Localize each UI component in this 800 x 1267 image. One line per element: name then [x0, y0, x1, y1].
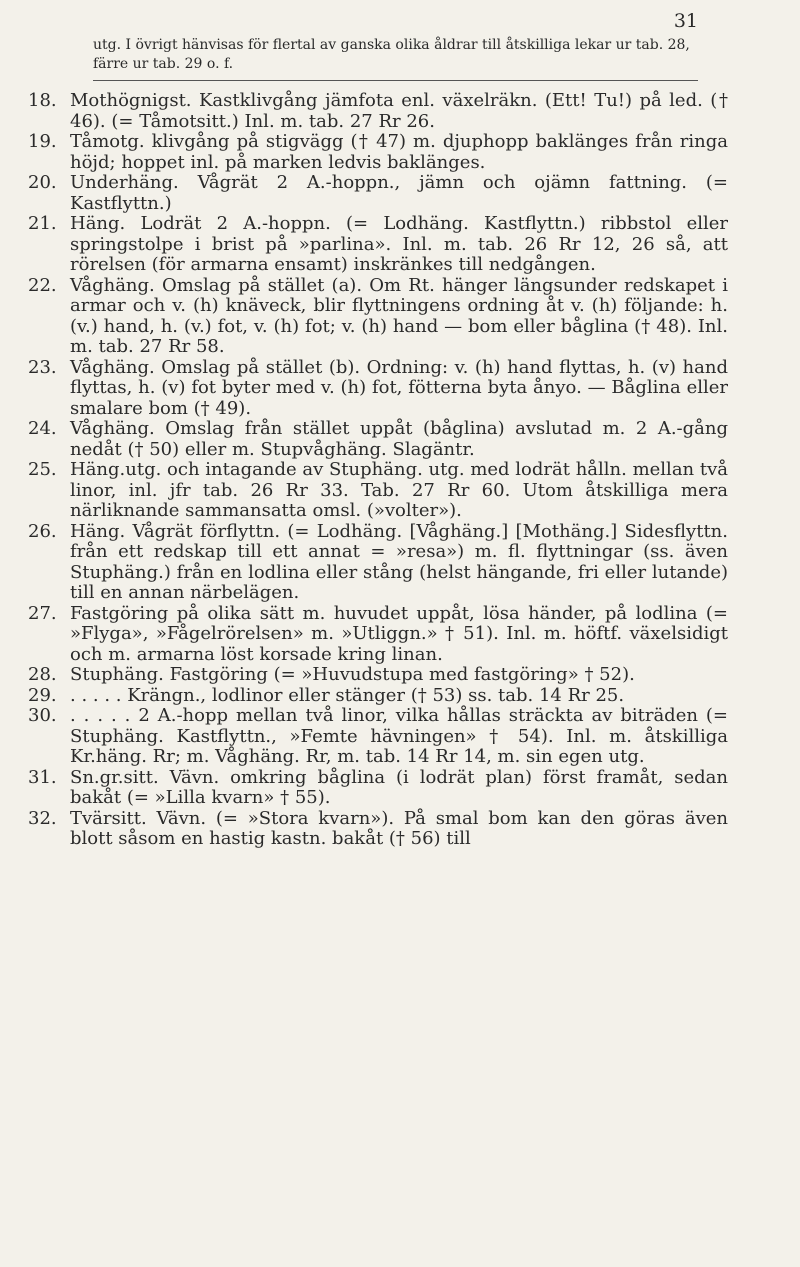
- entry-text: Häng. Lodrät 2 A.-hoppn. (= Lodhäng. Kastflyttn.) ribbstol eller springstolpe i brist på »parlina». Inl. m. tab. 26 Rr 12, 26 så, att rörelsen (för armarna ensamt) inskränkes till nedgången.: [70, 213, 728, 275]
- entry-text: Våghäng. Omslag från stället uppåt (båglina) avslutad m. 2 A.-gång nedåt († 50) eller m. Stupvåghäng. Slagäntr.: [70, 418, 728, 460]
- list-item: [28, 686, 728, 707]
- header-note: utg. I övrigt hänvisas för flertal av ganska olika åldrar till åtskilliga lekar ur tab. 28, färre ur tab. 29 o. f.: [93, 36, 698, 81]
- entry-number: 29.: [28, 684, 57, 706]
- list-item: [28, 809, 728, 850]
- list-item: [28, 604, 728, 666]
- entry-text: Sn.gr.sitt. Vävn. omkring båglina (i lodrät plan) först framåt, sedan bakåt (= »Lilla kvarn» † 55).: [70, 766, 728, 808]
- entry-text: Våghäng. Omslag på stället (b). Ordning: v. (h) hand flyttas, h. (v) hand flyttas, h. (v) fot byter med v. (h) fot, fötterna byta ånyo. — Båglina eller smalare bom († 49).: [70, 356, 728, 419]
- entry-text: Våghäng. Omslag på stället (a). Om Rt. hänger längsunder redskapet i armar och v. (h) knäveck, blir flyttningens ordning åt v. (h) följande: h. (v.) hand, h. (v.) fot, v. (h) fot; v. (h) hand — bom eller båglina († 48). Inl. m. tab. 27 Rr 58.: [70, 274, 728, 357]
- entry-list: [28, 91, 728, 850]
- entry-text: Underhäng. Vågrät 2 A.-hoppn., jämn och ojämn fattning. (= Kastflyttn.): [70, 172, 728, 214]
- entry-number: 19.: [28, 131, 57, 152]
- entry-number: 20.: [28, 172, 57, 193]
- list-item: [28, 419, 728, 460]
- list-item: [28, 214, 728, 276]
- list-item: [28, 460, 728, 522]
- entry-number: 31.: [28, 766, 57, 788]
- entry-number: 18.: [28, 90, 57, 111]
- entry-text: . . . . . Krängn., lodlinor eller stänger († 53) ss. tab. 14 Rr 25.: [70, 684, 625, 706]
- list-item: [28, 132, 728, 173]
- list-item: [28, 665, 728, 686]
- entry-text: Fastgöring på olika sätt m. huvudet uppåt, lösa händer, på lodlina (= »Flyga», »Fågelrörelsen» m. »Utliggn.» † 51). Inl. m. höftf. växelsidigt och m. armarna löst korsade kring linan.: [70, 602, 728, 665]
- page-number: 31: [673, 10, 698, 32]
- entry-number: 23.: [28, 356, 57, 378]
- entry-number: 26.: [28, 520, 57, 542]
- entry-number: 28.: [28, 664, 57, 685]
- entry-number: 25.: [28, 459, 57, 480]
- entry-number: 22.: [28, 274, 57, 296]
- entry-number: 27.: [28, 602, 57, 624]
- list-item: [28, 522, 728, 604]
- list-item: [28, 276, 728, 358]
- list-item: [28, 768, 728, 809]
- entry-text: Tvärsitt. Vävn. (= »Stora kvarn»). På smal bom kan den göras även blott såsom en hastig kastn. bakåt († 56) till: [70, 807, 728, 849]
- entry-text: Häng.utg. och intagande av Stuphäng. utg. med lodrät hålln. mellan två linor, inl. jfr tab. 26 Rr 33. Tab. 27 Rr 60. Utom åtskilliga mera närliknande sammansatta omsl. (»volter»).: [70, 459, 728, 521]
- entry-number: 32.: [28, 807, 57, 829]
- entry-text: Tåmotg. klivgång på stigvägg († 47) m. djuphopp baklänges från ringa höjd; hoppet inl. på marken ledvis baklänges.: [70, 131, 728, 173]
- entry-number: 24.: [28, 418, 57, 439]
- list-item: [28, 173, 728, 214]
- entry-text: Mothögnigst. Kastklivgång jämfota enl. växelräkn. (Ett! Tu!) på led. († 46). (= Tåmotsitt.) Inl. m. tab. 27 Rr 26.: [70, 90, 728, 132]
- list-item: [28, 358, 728, 420]
- list-item: [28, 91, 728, 132]
- list-item: [28, 706, 728, 768]
- entry-text: Stuphäng. Fastgöring (= »Huvudstupa med fastgöring» † 52).: [70, 664, 635, 685]
- entry-text: . . . . . 2 A.-hopp mellan två linor, vilka hållas sträckta av biträden (= Stuphäng. Kastflyttn., »Femte hävningen» † 54). Inl. m. åtskilliga Kr.häng. Rr; m. Våghäng. Rr, m. tab. 14 Rr 14, m. sin egen utg.: [70, 705, 728, 767]
- entry-text: Häng. Vågrät förflyttn. (= Lodhäng. [Våghäng.] [Mothäng.] Sidesflyttn. från ett redskap till ett annat = »resa») m. fl. flyttningar (ss. även Stuphäng.) från en lodlina eller stång (helst hängande, fri eller lutande) till en annan närbelägen.: [70, 520, 728, 603]
- entry-number: 30.: [28, 705, 57, 726]
- entry-number: 21.: [28, 213, 57, 234]
